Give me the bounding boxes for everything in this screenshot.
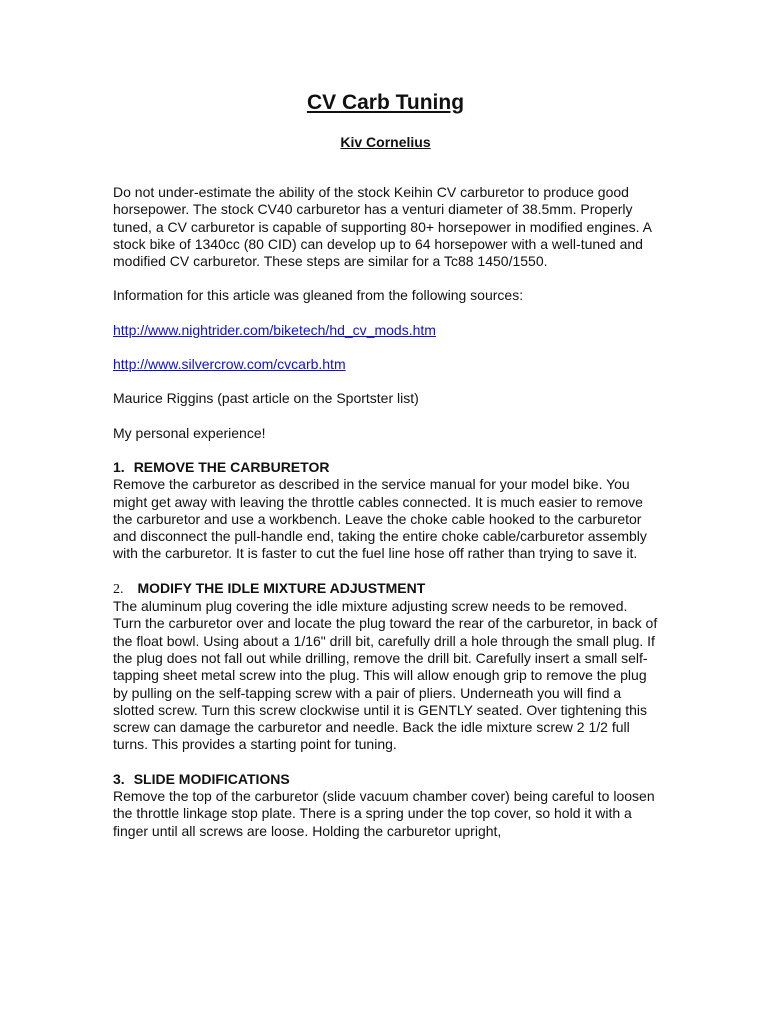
section-2-body: The aluminum plug covering the idle mixture adjusting screw needs to be removed. Turn the carburetor over and locate the plug toward the rear of the carburetor, in back of the float bowl. Using about a 1/16" drill bit, carefully drill a hole through the small plug. If the plug does not fall out while drilling, remove the drill bit. Carefully insert a small self-tapping sheet metal screw into the plug. This will allow enough grip to remove the plug by pulling on the self-tapping screw with a pair of pliers. Underneath you will find a slotted screw. Turn this screw clockwise until it is GENTLY seated. Over tightening this screw can damage the carburetor and needle. Back the idle mixture screw 2 1/2 full turns. This provides a starting point for tuning. — [113, 598, 658, 753]
source-personal-experience: My personal experience! — [113, 424, 266, 441]
intro-paragraph: Do not under-estimate the ability of the stock Keihin CV carburetor to produce good horsepower. The stock CV40 carburetor has a venturi diameter of 38.5mm. Properly tuned, a CV carburetor is capable of supporting 80+ horsepower in modified engines. A stock bike of 1340cc (80 CID) can develop up to 64 horsepower with a well-tuned and modified CV carburetor. These steps are similar for a Tc88 1450/1550. — [113, 184, 652, 270]
section-3-heading — [113, 771, 658, 788]
source-maurice-riggins: Maurice Riggins (past article on the Sportster list) — [113, 390, 419, 407]
section-1-number: 1. — [113, 458, 125, 475]
section-2-number: 2. — [113, 581, 124, 597]
section-2-heading — [113, 580, 658, 598]
sources-intro: Information for this article was gleaned from the following sources: — [113, 287, 524, 304]
section-1-title: REMOVE THE CARBURETOR — [133, 458, 330, 475]
section-3-title: SLIDE MODIFICATIONS — [133, 770, 290, 787]
section-3-body: Remove the top of the carburetor (slide vacuum chamber cover) being careful to loosen the throttle linkage stop plate. There is a spring under the top cover, so hold it with a finger until all screws are loose. Holding the carburetor upright, — [113, 788, 655, 839]
document-page — [113, 88, 658, 840]
source-link-nightrider[interactable]: http://www.nightrider.com/biketech/hd_cv_mods.htm — [113, 321, 436, 338]
document-title: CV Carb Tuning — [306, 91, 465, 114]
section-1-heading — [113, 459, 658, 476]
section-2-title: MODIFY THE IDLE MIXTURE ADJUSTMENT — [137, 579, 426, 596]
source-link-2-line — [113, 356, 658, 373]
source-link-1-line — [113, 322, 658, 339]
author-name: Kiv Cornelius — [340, 134, 431, 150]
section-3-number: 3. — [113, 770, 125, 787]
source-link-silvercrow[interactable]: http://www.silvercrow.com/cvcarb.htm — [113, 356, 346, 373]
section-1-body: Remove the carburetor as described in the service manual for your model bike. You might get away with leaving the throttle cables connected. It is much easier to remove the carburetor and use a workbench. Leave the choke cable hooked to the carburetor and disconnect the pull-handle end, taking the entire choke cable/carburetor assembly with the carburetor. It is faster to cut the fuel line hose off rather than trying to save it. — [113, 476, 647, 562]
